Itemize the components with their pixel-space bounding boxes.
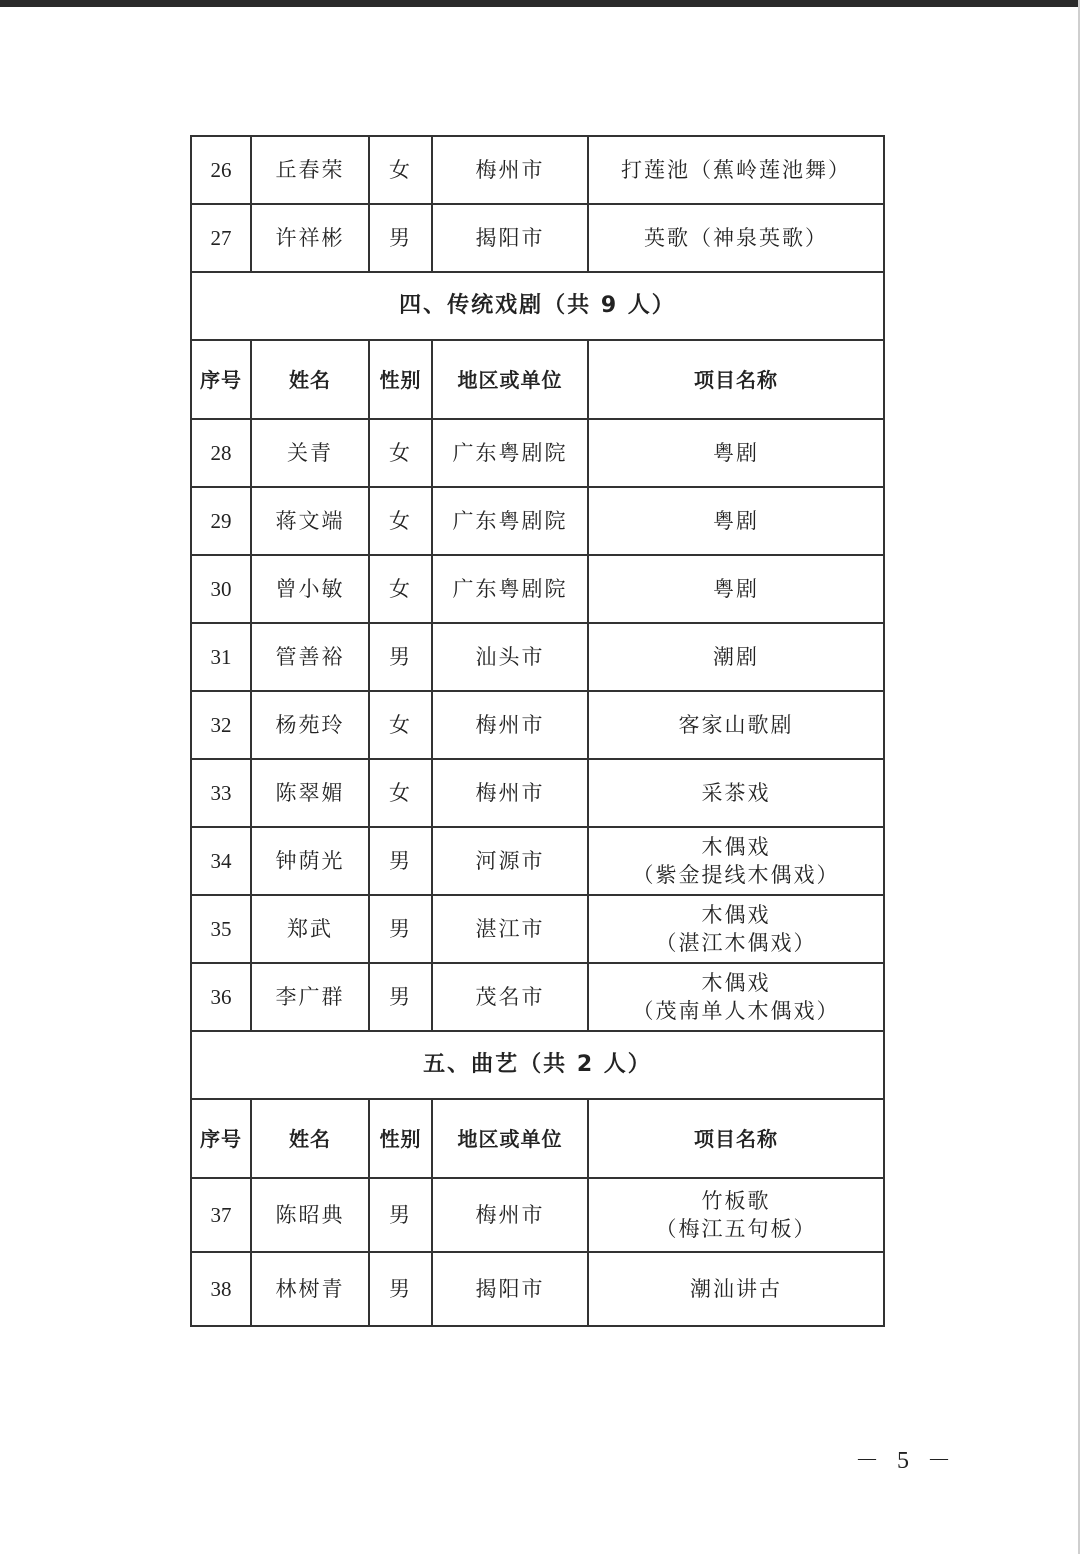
project-cell xyxy=(588,963,884,1031)
region-cell: 广东粤剧院 xyxy=(432,419,588,487)
project-name-line: 木偶戏 xyxy=(701,835,771,859)
table-row xyxy=(191,623,884,691)
region-cell: 梅州市 xyxy=(432,691,588,759)
name-cell: 关青 xyxy=(251,419,369,487)
region-cell: 广东粤剧院 xyxy=(432,487,588,555)
table-row xyxy=(191,759,884,827)
region-cell: 揭阳市 xyxy=(432,204,588,272)
name-cell: 钟荫光 xyxy=(251,827,369,895)
project-cell xyxy=(588,419,884,487)
row-number-cell: 29 xyxy=(191,487,251,555)
row-number-cell: 30 xyxy=(191,555,251,623)
region-cell: 河源市 xyxy=(432,827,588,895)
header-region: 地区或单位 xyxy=(432,340,588,419)
project-name-line: 竹板歌 xyxy=(701,1189,771,1213)
header-project: 项目名称 xyxy=(588,340,884,419)
region-cell: 梅州市 xyxy=(432,1178,588,1252)
name-cell: 陈昭典 xyxy=(251,1178,369,1252)
row-number-cell: 28 xyxy=(191,419,251,487)
scan-top-edge xyxy=(0,0,1080,7)
section-title-traditional-opera: 四、传统戏剧（共 9 人） xyxy=(191,272,884,340)
table-row xyxy=(191,136,884,204)
table-row xyxy=(191,204,884,272)
row-number-cell: 33 xyxy=(191,759,251,827)
row-number-cell: 37 xyxy=(191,1178,251,1252)
project-name-line: 木偶戏 xyxy=(701,903,771,927)
project-cell xyxy=(588,136,884,204)
project-cell xyxy=(588,827,884,895)
header-gender: 性别 xyxy=(369,1099,432,1178)
gender-cell: 男 xyxy=(369,1178,432,1252)
row-number-cell: 32 xyxy=(191,691,251,759)
gender-cell: 女 xyxy=(369,555,432,623)
gender-cell: 女 xyxy=(369,136,432,204)
project-name-line: （湛江木偶戏） xyxy=(655,931,817,955)
name-cell: 郑武 xyxy=(251,895,369,963)
region-cell: 湛江市 xyxy=(432,895,588,963)
region-cell: 梅州市 xyxy=(432,136,588,204)
row-number-cell: 26 xyxy=(191,136,251,204)
gender-cell: 男 xyxy=(369,963,432,1031)
project-cell xyxy=(588,759,884,827)
header-gender: 性别 xyxy=(369,340,432,419)
header-region: 地区或单位 xyxy=(432,1099,588,1178)
row-number-cell: 36 xyxy=(191,963,251,1031)
table-row xyxy=(191,1252,884,1326)
gender-cell: 女 xyxy=(369,691,432,759)
gender-cell: 男 xyxy=(369,895,432,963)
header-no: 序号 xyxy=(191,340,251,419)
name-cell: 曾小敏 xyxy=(251,555,369,623)
region-cell: 梅州市 xyxy=(432,759,588,827)
table-row xyxy=(191,1178,884,1252)
project-name-line: 采茶戏 xyxy=(701,781,771,805)
project-name-line: 粤剧 xyxy=(713,441,759,465)
row-number-cell: 34 xyxy=(191,827,251,895)
project-cell xyxy=(588,204,884,272)
section-title-quyi: 五、曲艺（共 2 人） xyxy=(191,1031,884,1099)
table-row xyxy=(191,487,884,555)
header-no: 序号 xyxy=(191,1099,251,1178)
project-cell xyxy=(588,487,884,555)
row-number-cell: 27 xyxy=(191,204,251,272)
region-cell: 揭阳市 xyxy=(432,1252,588,1326)
project-name-line: 木偶戏 xyxy=(701,971,771,995)
name-cell: 林树青 xyxy=(251,1252,369,1326)
project-name-line: （茂南单人木偶戏） xyxy=(632,999,840,1023)
gender-cell: 女 xyxy=(369,419,432,487)
project-cell xyxy=(588,1178,884,1252)
row-number-cell: 31 xyxy=(191,623,251,691)
region-cell: 茂名市 xyxy=(432,963,588,1031)
region-cell: 广东粤剧院 xyxy=(432,555,588,623)
table-row xyxy=(191,555,884,623)
name-cell: 许祥彬 xyxy=(251,204,369,272)
project-name-line: （紫金提线木偶戏） xyxy=(632,863,840,887)
project-cell xyxy=(588,895,884,963)
name-cell: 杨苑玲 xyxy=(251,691,369,759)
table-row xyxy=(191,827,884,895)
header-name: 姓名 xyxy=(251,340,369,419)
header-name: 姓名 xyxy=(251,1099,369,1178)
project-name-line: 客家山歌剧 xyxy=(678,713,794,737)
project-name-line: （梅江五句板） xyxy=(655,1217,817,1241)
heritage-inheritors-table xyxy=(190,135,885,1327)
gender-cell: 男 xyxy=(369,204,432,272)
name-cell: 李广群 xyxy=(251,963,369,1031)
project-cell xyxy=(588,1252,884,1326)
section-row xyxy=(191,1031,884,1099)
project-cell xyxy=(588,623,884,691)
name-cell: 陈翠媚 xyxy=(251,759,369,827)
row-number-cell: 35 xyxy=(191,895,251,963)
name-cell: 丘春荣 xyxy=(251,136,369,204)
row-number-cell: 38 xyxy=(191,1252,251,1326)
project-name-line: 粤剧 xyxy=(713,509,759,533)
gender-cell: 男 xyxy=(369,827,432,895)
gender-cell: 女 xyxy=(369,759,432,827)
project-name-line: 粤剧 xyxy=(713,577,759,601)
header-project: 项目名称 xyxy=(588,1099,884,1178)
table-header-row xyxy=(191,1099,884,1178)
project-name-line: 打莲池（蕉岭莲池舞） xyxy=(621,158,851,182)
project-cell xyxy=(588,555,884,623)
table-header-row xyxy=(191,340,884,419)
gender-cell: 男 xyxy=(369,1252,432,1326)
project-name-line: 潮汕讲古 xyxy=(690,1277,782,1301)
project-cell xyxy=(588,691,884,759)
section-row xyxy=(191,272,884,340)
table-row xyxy=(191,419,884,487)
region-cell: 汕头市 xyxy=(432,623,588,691)
table-row xyxy=(191,691,884,759)
gender-cell: 男 xyxy=(369,623,432,691)
gender-cell: 女 xyxy=(369,487,432,555)
project-name-line: 英歌（神泉英歌） xyxy=(644,226,828,250)
page-number: － 5 － xyxy=(855,1448,957,1474)
name-cell: 管善裕 xyxy=(251,623,369,691)
project-name-line: 潮剧 xyxy=(713,645,759,669)
table-row xyxy=(191,895,884,963)
name-cell: 蒋文端 xyxy=(251,487,369,555)
table-row xyxy=(191,963,884,1031)
